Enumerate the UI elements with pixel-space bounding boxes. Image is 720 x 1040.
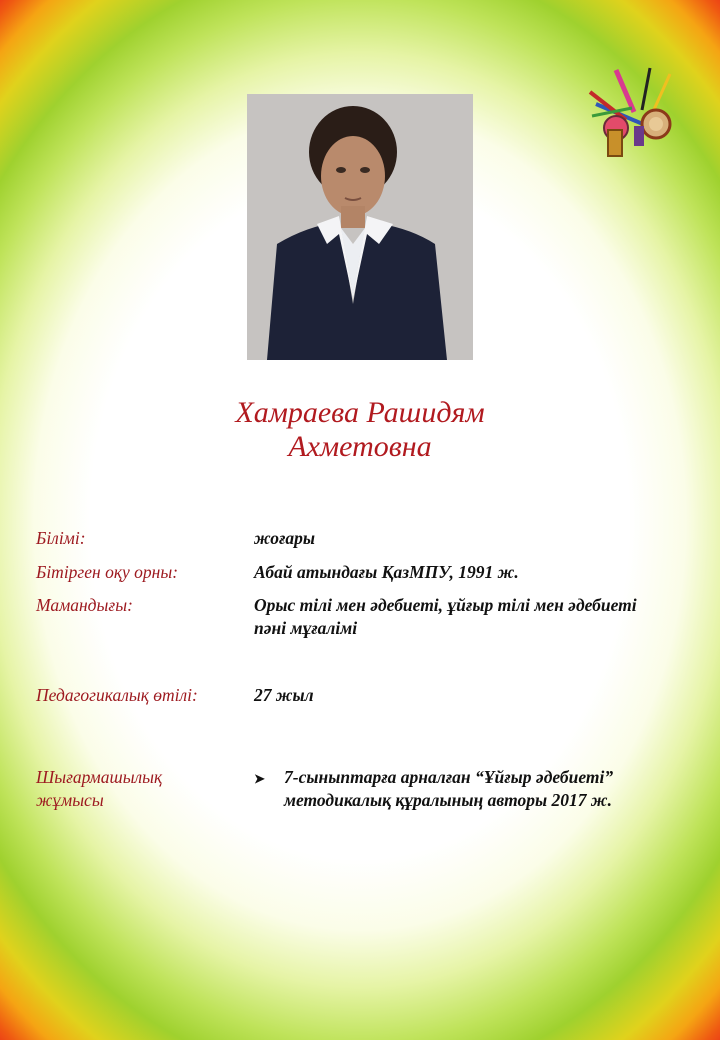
experience-label: Педагогикалық өтілі: bbox=[36, 685, 198, 705]
experience-value: 27 жыл bbox=[254, 685, 314, 705]
creative-label: Шығармашылық жұмысы bbox=[36, 767, 163, 810]
person-name bbox=[150, 396, 570, 464]
portrait-photo bbox=[247, 94, 473, 360]
graduated-label: Бітірген оқу орны: bbox=[36, 562, 179, 582]
education-label: Білімі: bbox=[36, 528, 86, 548]
creative-item-text: 7-сыныптарға арналған “Ұйғыр әдебиеті” методикалық құралының авторы 2017 ж. bbox=[284, 767, 614, 810]
graduated-value: Абай атындағы ҚазМПУ, 1991 ж. bbox=[254, 562, 519, 582]
person-name-line2: Ахметовна bbox=[288, 430, 432, 463]
person-name-line1: Хамраева Рашидям bbox=[235, 396, 485, 429]
art-supplies-logo bbox=[586, 64, 678, 160]
arrow-bullet-icon: ➤ bbox=[254, 771, 265, 786]
specialty-label: Мамандығы: bbox=[36, 595, 133, 615]
education-value: жоғары bbox=[254, 528, 316, 548]
specialty-value: Орыс тілі мен әдебиеті, ұйғыр тілі мен әдебиеті пәні мұғалімі bbox=[254, 595, 637, 638]
